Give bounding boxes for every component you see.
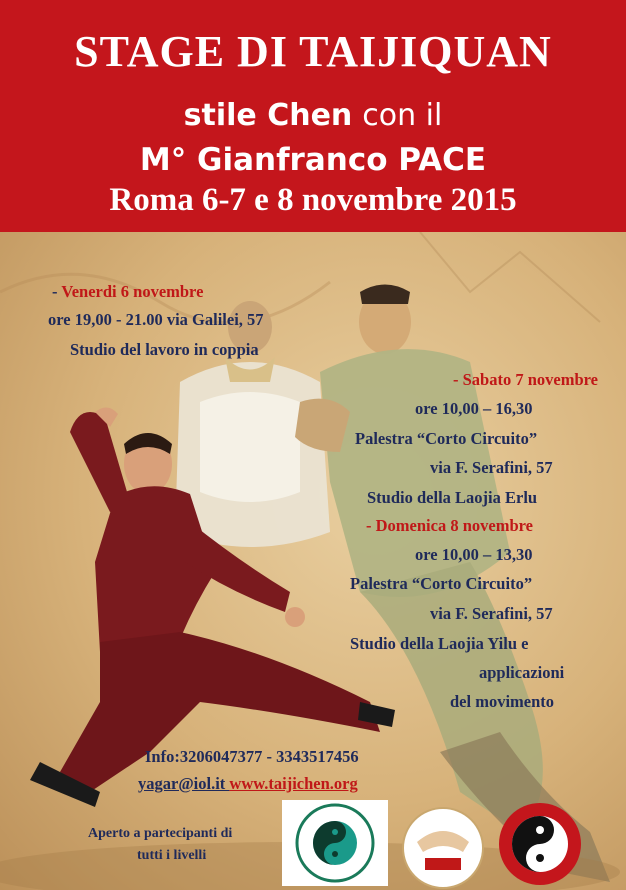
header-banner [0,0,626,232]
chi-tao-logo [497,801,583,887]
saturday-address: via F. Serafini, 57 [430,458,553,477]
sunday-venue: Palestra “Corto Circuito” [350,574,533,593]
master-name: M° Gianfranco PACE [139,142,487,178]
association-logo [282,800,388,886]
sunday-topic-2: applicazioni [479,663,565,682]
saturday-hours: ore 10,00 – 16,30 [415,399,533,418]
painting-scene [0,232,626,890]
sunday-address: via F. Serafini, 57 [430,604,553,623]
saturday-dash: - [453,370,463,389]
page-title: STAGE DI TAIJIQUAN [74,27,552,76]
open-line-1: Aperto a partecipanti di [88,826,233,841]
saturday-day: Sabato 7 novembre [462,370,598,389]
saturday-topic: Studio della Laojia Erlu [367,488,538,507]
sunday-hours: ore 10,00 – 13,30 [415,545,533,564]
open-line-2: tutti i livelli [137,848,207,863]
sunday-day-line [366,516,533,536]
saturday-day-line [453,370,598,390]
federation-logo [397,806,489,890]
sunday-dash: - [366,516,376,535]
friday-day-line [52,282,203,302]
style-connector: con il [362,98,443,133]
contact-links [138,774,358,794]
sunday-topic-3: del movimento [450,692,555,711]
friday-hours: ore 19,00 - 21.00 via Galilei, 57 [48,310,264,329]
style-name: stile Chen [183,98,353,133]
website-link[interactable]: www.taijichen.org [229,774,358,793]
friday-day: Venerdi 6 novembre [61,282,204,301]
friday-topic: Studio del lavoro in coppia [70,340,259,359]
contact-info: Info:3206047377 - 3343517456 [145,747,359,766]
friday-dash: - [52,282,62,301]
event-date: Roma 6-7 e 8 novembre 2015 [109,182,517,218]
sunday-topic-1: Studio della Laojia Yilu e [350,634,529,653]
email-link[interactable]: yagar@iol.it [138,774,230,793]
sunday-day: Domenica 8 novembre [375,516,533,535]
style-line [0,98,626,133]
saturday-venue: Palestra “Corto Circuito” [355,429,538,448]
